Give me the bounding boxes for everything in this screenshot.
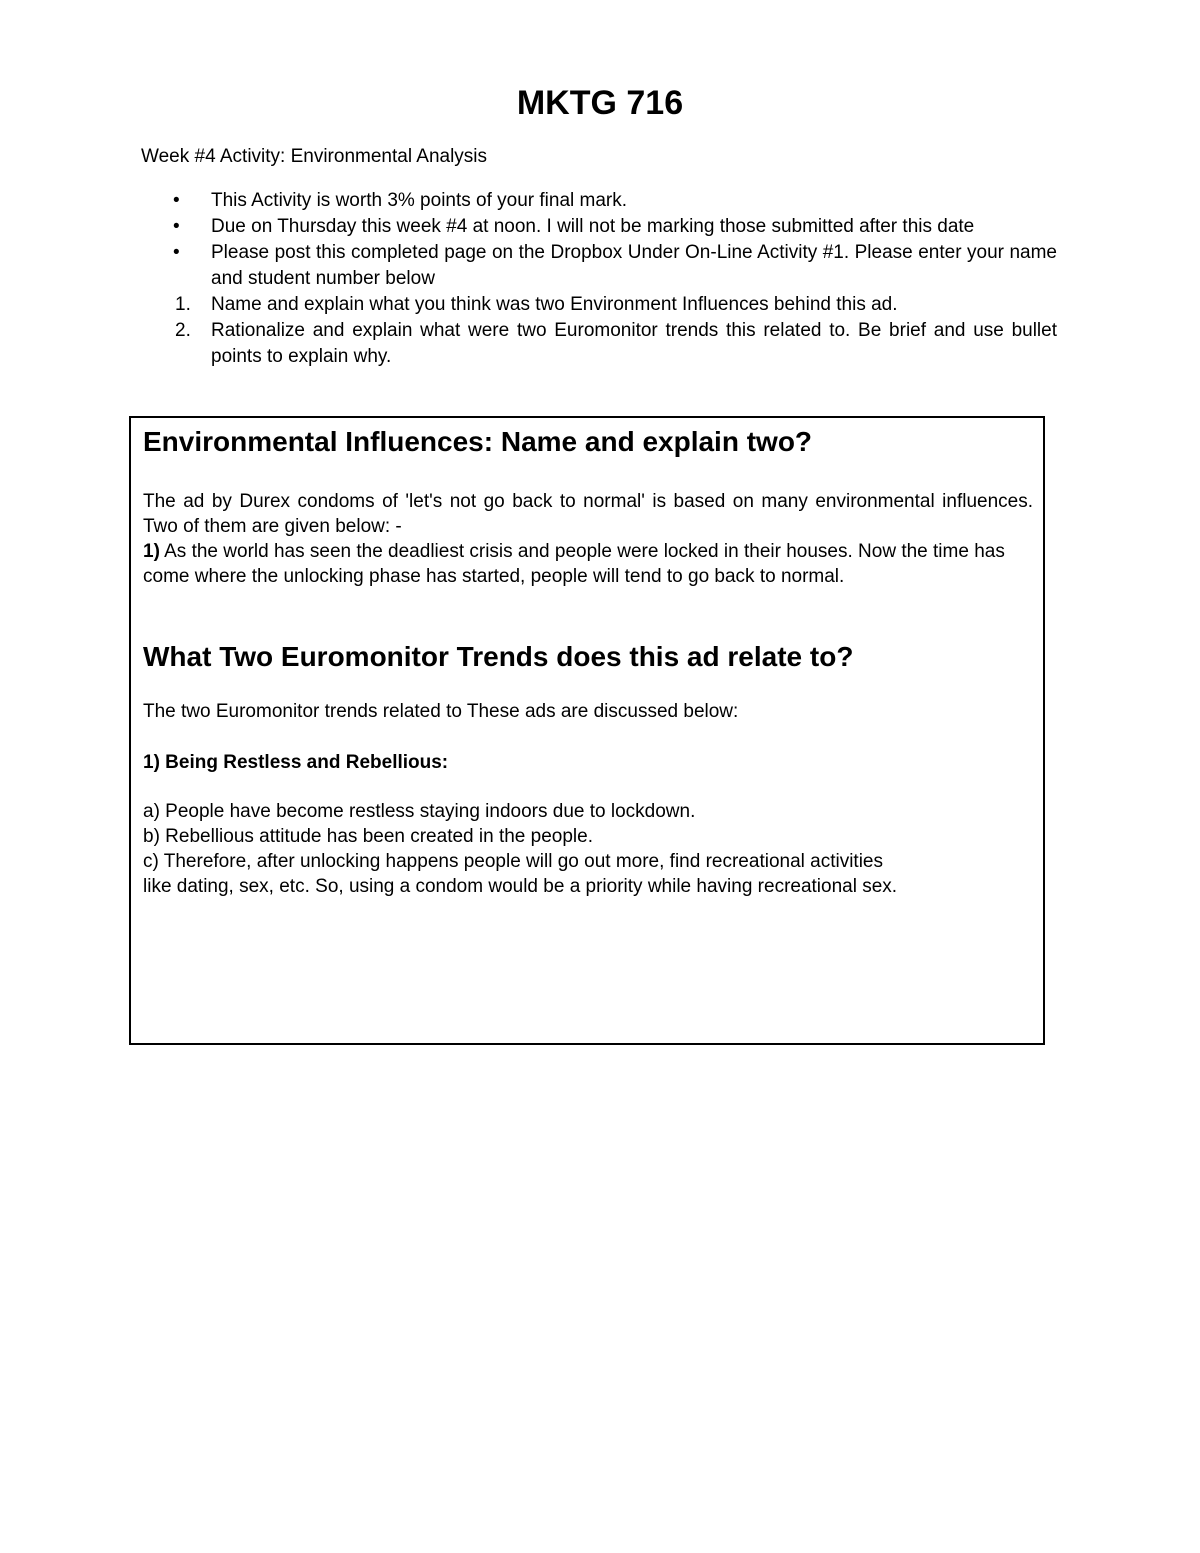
point-number: 1): [143, 541, 160, 562]
instruction-item: [141, 188, 1057, 214]
instruction-text: Due on Thursday this week #4 at noon. I will not be marking those submitted after this date: [211, 216, 975, 237]
instructions-list: [141, 188, 1057, 370]
trend-point: a) People have become restless staying indoors due to lockdown.: [143, 801, 696, 822]
influence-point: [143, 539, 1033, 589]
trend-point: like dating, sex, etc. So, using a condom would be a priority while having recreational sex.: [143, 876, 898, 897]
number-marker: 2.: [175, 320, 191, 341]
instruction-item: [141, 318, 1057, 370]
trend-title: 1) Being Restless and Rebellious:: [143, 752, 449, 773]
bullet-marker: •: [173, 190, 180, 211]
instruction-text: Rationalize and explain what were two Euromonitor trends this related to. Be brief and use bullet points to explain why.: [211, 320, 1057, 367]
bullet-marker: •: [173, 216, 180, 237]
trend-point: c) Therefore, after unlocking happens people will go out more, find recreational activities: [143, 851, 883, 872]
instruction-item: [141, 214, 1057, 240]
instruction-text: This Activity is worth 3% points of your final mark.: [211, 190, 628, 211]
answer-box: [129, 416, 1045, 1045]
point-text: As the world has seen the deadliest crisis and people were locked in their houses. Now the time has come where the unlocking phase has started, people will tend to go back to normal.: [143, 541, 1005, 587]
bullet-marker: •: [173, 242, 180, 263]
instruction-text: Name and explain what you think was two Environment Influences behind this ad.: [211, 294, 898, 315]
trend-point: b) Rebellious attitude has been created in the people.: [143, 826, 593, 847]
section-heading-trends: What Two Euromonitor Trends does this ad relate to?: [143, 641, 854, 672]
instruction-item: [141, 292, 1057, 318]
influences-intro: The ad by Durex condoms of 'let's not go back to normal' is based on many environmental influences. Two of them are given below: -: [143, 491, 1033, 537]
trends-intro: The two Euromonitor trends related to These ads are discussed below:: [143, 701, 739, 722]
page-title: MKTG 716: [516, 84, 684, 122]
instruction-text: Please post this completed page on the Dropbox Under On-Line Activity #1. Please enter your name and student number below: [211, 242, 1057, 289]
activity-subtitle: Week #4 Activity: Environmental Analysis: [141, 146, 488, 167]
number-marker: 1.: [175, 294, 191, 315]
instruction-item: [141, 240, 1057, 292]
section-heading-influences: Environmental Influences: Name and explain two?: [143, 426, 813, 457]
